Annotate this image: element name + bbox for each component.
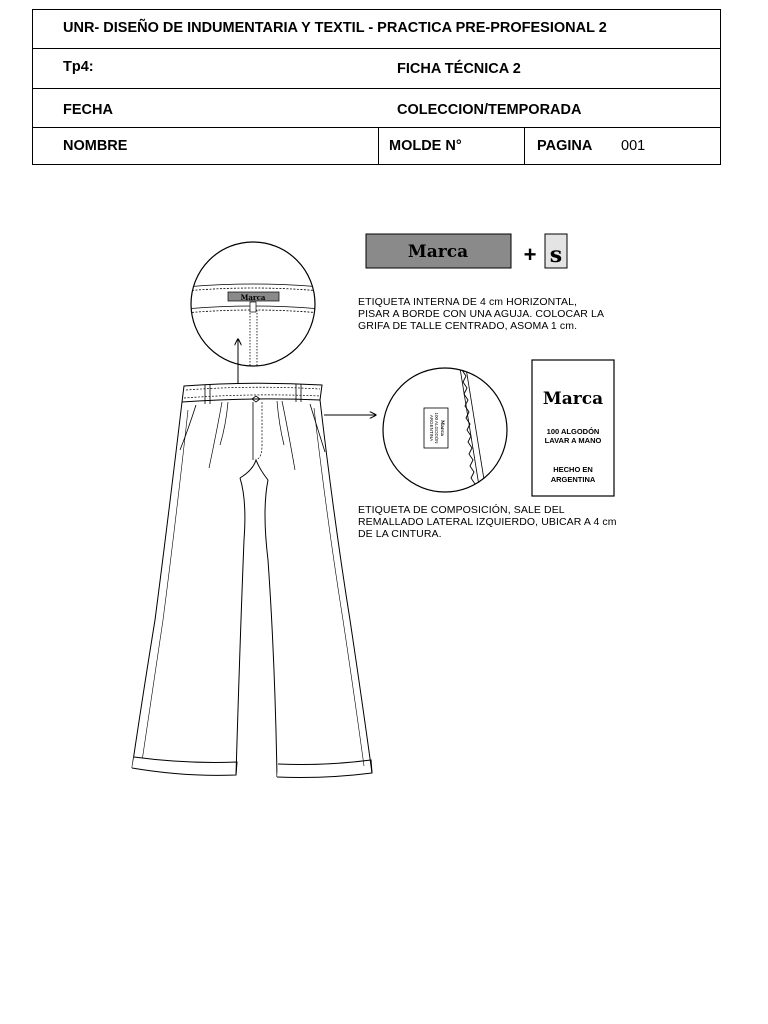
note-internal-line-3: GRIFA DE TALLE CENTRADO, ASOMA 1 cm.	[358, 320, 578, 332]
note-composition-line-1: ETIQUETA DE COMPOSICIÓN, SALE DEL	[358, 504, 565, 516]
care-label-origin-2: ARGENTINA	[550, 475, 596, 484]
pagina-value: 001	[621, 138, 646, 154]
side-seam-detail-circle	[383, 368, 507, 492]
care-label-origin-1: HECHO EN	[553, 465, 593, 474]
waistband-detail-circle	[185, 242, 321, 366]
tp-label: Tp4:	[63, 59, 94, 75]
care-label-instructions: LAVAR A MANO	[544, 436, 602, 445]
molde-label: MOLDE N°	[389, 138, 462, 154]
pagina-label: PAGINA	[537, 138, 593, 154]
care-label-brand: Marca	[542, 389, 604, 409]
waistband-label-text: Marca	[240, 293, 266, 302]
fecha-label: FECHA	[63, 102, 113, 118]
note-composition-line-3: DE LA CINTURA.	[358, 528, 442, 540]
note-composition-line-2: REMALLADO LATERAL IZQUIERDO, UBICAR A 4 cm	[358, 516, 617, 528]
size-tag-text: s	[549, 242, 563, 268]
note-internal-line-2: PISAR A BORDE CON UNA AGUJA. COLOCAR LA	[358, 308, 605, 320]
pants-flat-sketch	[132, 383, 372, 777]
note-internal-line-1: ETIQUETA INTERNA DE 4 cm HORIZONTAL,	[358, 296, 578, 308]
header-title: UNR- DISEÑO DE INDUMENTARIA Y TEXTIL - PRACTICA PRE-PROFESIONAL 2	[63, 20, 607, 36]
plus-sign: +	[523, 242, 537, 267]
mini-care-composition: 100 ALGODÓN	[434, 412, 439, 444]
size-tag	[545, 234, 567, 268]
mini-care-brand: Marca	[439, 420, 444, 436]
brand-label-text: Marca	[407, 242, 469, 262]
care-label	[532, 360, 614, 496]
note-internal-label	[358, 296, 604, 332]
brand-label-swatch	[366, 234, 511, 268]
care-label-composition: 100 ALGODÓN	[546, 427, 600, 436]
coleccion-label: COLECCION/TEMPORADA	[397, 102, 582, 118]
ficha-label: FICHA TÉCNICA 2	[397, 61, 521, 77]
mini-care-origin: ARGENTINA	[429, 414, 434, 442]
nombre-label: NOMBRE	[63, 138, 128, 154]
note-composition-label	[358, 504, 617, 540]
